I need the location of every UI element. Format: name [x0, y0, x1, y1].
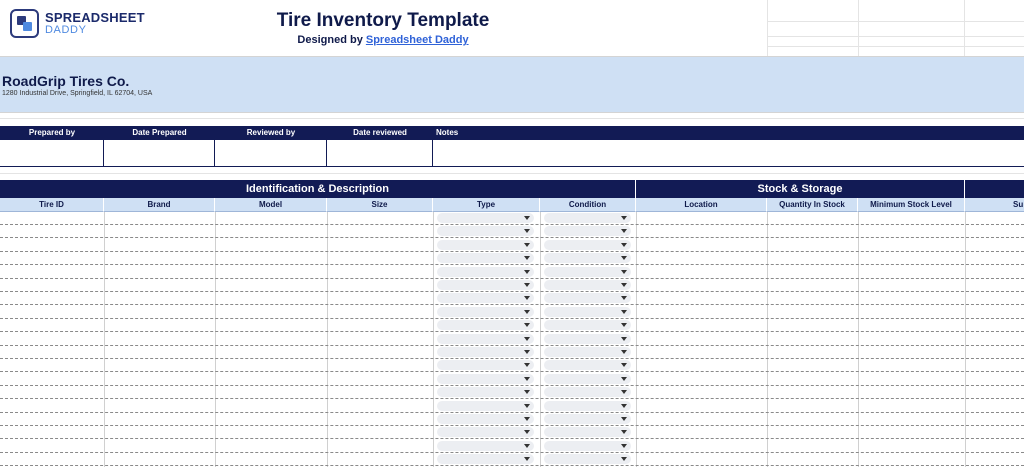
date-prepared-field[interactable] — [104, 140, 215, 166]
chevron-down-icon — [621, 363, 627, 367]
chevron-down-icon — [621, 323, 627, 327]
table-row[interactable] — [0, 453, 1024, 466]
type-dropdown[interactable] — [437, 347, 534, 357]
page-title: Tire Inventory Template — [276, 10, 490, 31]
chevron-down-icon — [524, 229, 530, 233]
chevron-down-icon — [621, 283, 627, 287]
chevron-down-icon — [621, 310, 627, 314]
condition-dropdown[interactable] — [544, 360, 631, 370]
info-header-date-prepared: Date Prepared — [132, 128, 187, 137]
grid-line — [767, 46, 1024, 47]
condition-dropdown[interactable] — [544, 213, 631, 223]
grid-line — [767, 36, 1024, 37]
condition-dropdown[interactable] — [544, 387, 631, 397]
company-address[interactable]: 1280 Industrial Drive, Springfield, IL 62704, USA — [2, 90, 153, 97]
chevron-down-icon — [621, 457, 627, 461]
type-dropdown[interactable] — [437, 360, 534, 370]
chevron-down-icon — [524, 350, 530, 354]
grid-line — [0, 173, 1024, 174]
condition-dropdown[interactable] — [544, 414, 631, 424]
brand-line1: SPREADSHEET — [45, 10, 145, 25]
chevron-down-icon — [524, 363, 530, 367]
chevron-down-icon — [621, 404, 627, 408]
chevron-down-icon — [524, 216, 530, 220]
brand-line2: DADDY — [45, 24, 87, 36]
type-dropdown[interactable] — [437, 387, 534, 397]
col-header-condition[interactable]: Condition — [540, 198, 636, 212]
condition-dropdown[interactable] — [544, 267, 631, 277]
table-row[interactable] — [0, 212, 1024, 225]
col-header-supplier[interactable]: Su — [965, 198, 1024, 212]
type-dropdown[interactable] — [437, 240, 534, 250]
table-row[interactable] — [0, 359, 1024, 372]
type-dropdown[interactable] — [437, 226, 534, 236]
table-row[interactable] — [0, 279, 1024, 292]
condition-dropdown[interactable] — [544, 280, 631, 290]
chevron-down-icon — [621, 350, 627, 354]
table-row[interactable] — [0, 225, 1024, 238]
condition-dropdown[interactable] — [544, 253, 631, 263]
condition-dropdown[interactable] — [544, 374, 631, 384]
chevron-down-icon — [621, 390, 627, 394]
prepared-by-field[interactable] — [0, 140, 104, 166]
chevron-down-icon — [621, 256, 627, 260]
table-row[interactable] — [0, 319, 1024, 332]
chevron-down-icon — [524, 323, 530, 327]
brand-text — [45, 11, 145, 36]
grid-line — [0, 118, 1024, 119]
chevron-down-icon — [524, 390, 530, 394]
chevron-down-icon — [524, 430, 530, 434]
table-row[interactable] — [0, 239, 1024, 252]
table-row[interactable] — [0, 306, 1024, 319]
chevron-down-icon — [621, 243, 627, 247]
type-dropdown[interactable] — [437, 454, 534, 464]
condition-dropdown[interactable] — [544, 293, 631, 303]
chevron-down-icon — [524, 296, 530, 300]
col-header-brand[interactable]: Brand — [104, 198, 215, 212]
table-row[interactable] — [0, 333, 1024, 346]
table-row[interactable] — [0, 266, 1024, 279]
condition-dropdown[interactable] — [544, 240, 631, 250]
table-row[interactable] — [0, 346, 1024, 359]
company-info-band — [0, 56, 1024, 113]
col-header-quantity-in-stock[interactable]: Quantity In Stock — [767, 198, 858, 212]
chevron-down-icon — [621, 337, 627, 341]
chevron-down-icon — [524, 444, 530, 448]
type-dropdown[interactable] — [437, 374, 534, 384]
condition-dropdown[interactable] — [544, 441, 631, 451]
type-dropdown[interactable] — [437, 414, 534, 424]
grid-line — [858, 0, 859, 56]
condition-dropdown[interactable] — [544, 427, 631, 437]
chevron-down-icon — [524, 417, 530, 421]
chevron-down-icon — [524, 337, 530, 341]
info-input-row — [0, 140, 1024, 167]
chevron-down-icon — [524, 256, 530, 260]
type-dropdown[interactable] — [437, 401, 534, 411]
type-dropdown[interactable] — [437, 307, 534, 317]
brand-logo[interactable] — [10, 9, 145, 38]
designer-link[interactable]: Spreadsheet Daddy — [365, 34, 469, 46]
condition-dropdown[interactable] — [544, 347, 631, 357]
type-dropdown[interactable] — [437, 213, 534, 223]
chevron-down-icon — [621, 417, 627, 421]
type-dropdown[interactable] — [437, 293, 534, 303]
grid-line — [964, 0, 965, 56]
condition-dropdown[interactable] — [544, 320, 631, 330]
table-row[interactable] — [0, 252, 1024, 265]
spreadsheet-daddy-logo-icon — [10, 9, 39, 38]
chevron-down-icon — [621, 229, 627, 233]
grid-line — [767, 0, 768, 56]
chevron-down-icon — [524, 243, 530, 247]
date-reviewed-field[interactable] — [327, 140, 433, 166]
table-row[interactable] — [0, 386, 1024, 399]
chevron-down-icon — [524, 270, 530, 274]
info-header-prepared-by: Prepared by — [28, 128, 76, 137]
page-subtitle — [200, 34, 566, 46]
condition-dropdown[interactable] — [544, 226, 631, 236]
type-dropdown[interactable] — [437, 280, 534, 290]
reviewed-by-field[interactable] — [215, 140, 327, 166]
info-header-date-reviewed: Date reviewed — [353, 128, 407, 137]
col-header-tire-id[interactable]: Tire ID — [0, 198, 104, 212]
condition-dropdown[interactable] — [544, 401, 631, 411]
chevron-down-icon — [621, 216, 627, 220]
subtitle-prefix: Designed by — [297, 34, 366, 46]
chevron-down-icon — [524, 457, 530, 461]
condition-dropdown[interactable] — [544, 307, 631, 317]
condition-dropdown[interactable] — [544, 334, 631, 344]
grid-line — [767, 21, 1024, 22]
condition-dropdown[interactable] — [544, 454, 631, 464]
col-header-location[interactable]: Location — [636, 198, 767, 212]
chevron-down-icon — [621, 377, 627, 381]
table-row[interactable] — [0, 400, 1024, 413]
section-identification-description: Identification & Description — [0, 180, 636, 198]
section-next — [965, 180, 1024, 198]
chevron-down-icon — [524, 404, 530, 408]
col-header-minimum-stock-level[interactable]: Minimum Stock Level — [858, 198, 965, 212]
section-stock-storage: Stock & Storage — [636, 180, 965, 198]
chevron-down-icon — [524, 377, 530, 381]
info-header-notes: Notes — [436, 128, 459, 137]
type-dropdown[interactable] — [437, 320, 534, 330]
company-name[interactable]: RoadGrip Tires Co. — [2, 73, 130, 89]
chevron-down-icon — [524, 310, 530, 314]
table-row[interactable] — [0, 373, 1024, 386]
type-dropdown[interactable] — [437, 267, 534, 277]
table-row[interactable] — [0, 440, 1024, 453]
type-dropdown[interactable] — [437, 253, 534, 263]
col-header-type[interactable]: Type — [433, 198, 540, 212]
type-dropdown[interactable] — [437, 334, 534, 344]
chevron-down-icon — [621, 296, 627, 300]
chevron-down-icon — [524, 283, 530, 287]
chevron-down-icon — [621, 270, 627, 274]
type-dropdown[interactable] — [437, 427, 534, 437]
info-header-row — [0, 126, 1024, 140]
chevron-down-icon — [621, 430, 627, 434]
notes-field[interactable] — [433, 140, 1024, 166]
col-header-model[interactable]: Model — [215, 198, 327, 212]
table-row[interactable] — [0, 413, 1024, 426]
col-header-size[interactable]: Size — [327, 198, 433, 212]
chevron-down-icon — [621, 444, 627, 448]
info-header-reviewed-by: Reviewed by — [246, 128, 296, 137]
table-row[interactable] — [0, 426, 1024, 439]
type-dropdown[interactable] — [437, 441, 534, 451]
table-row[interactable] — [0, 292, 1024, 305]
